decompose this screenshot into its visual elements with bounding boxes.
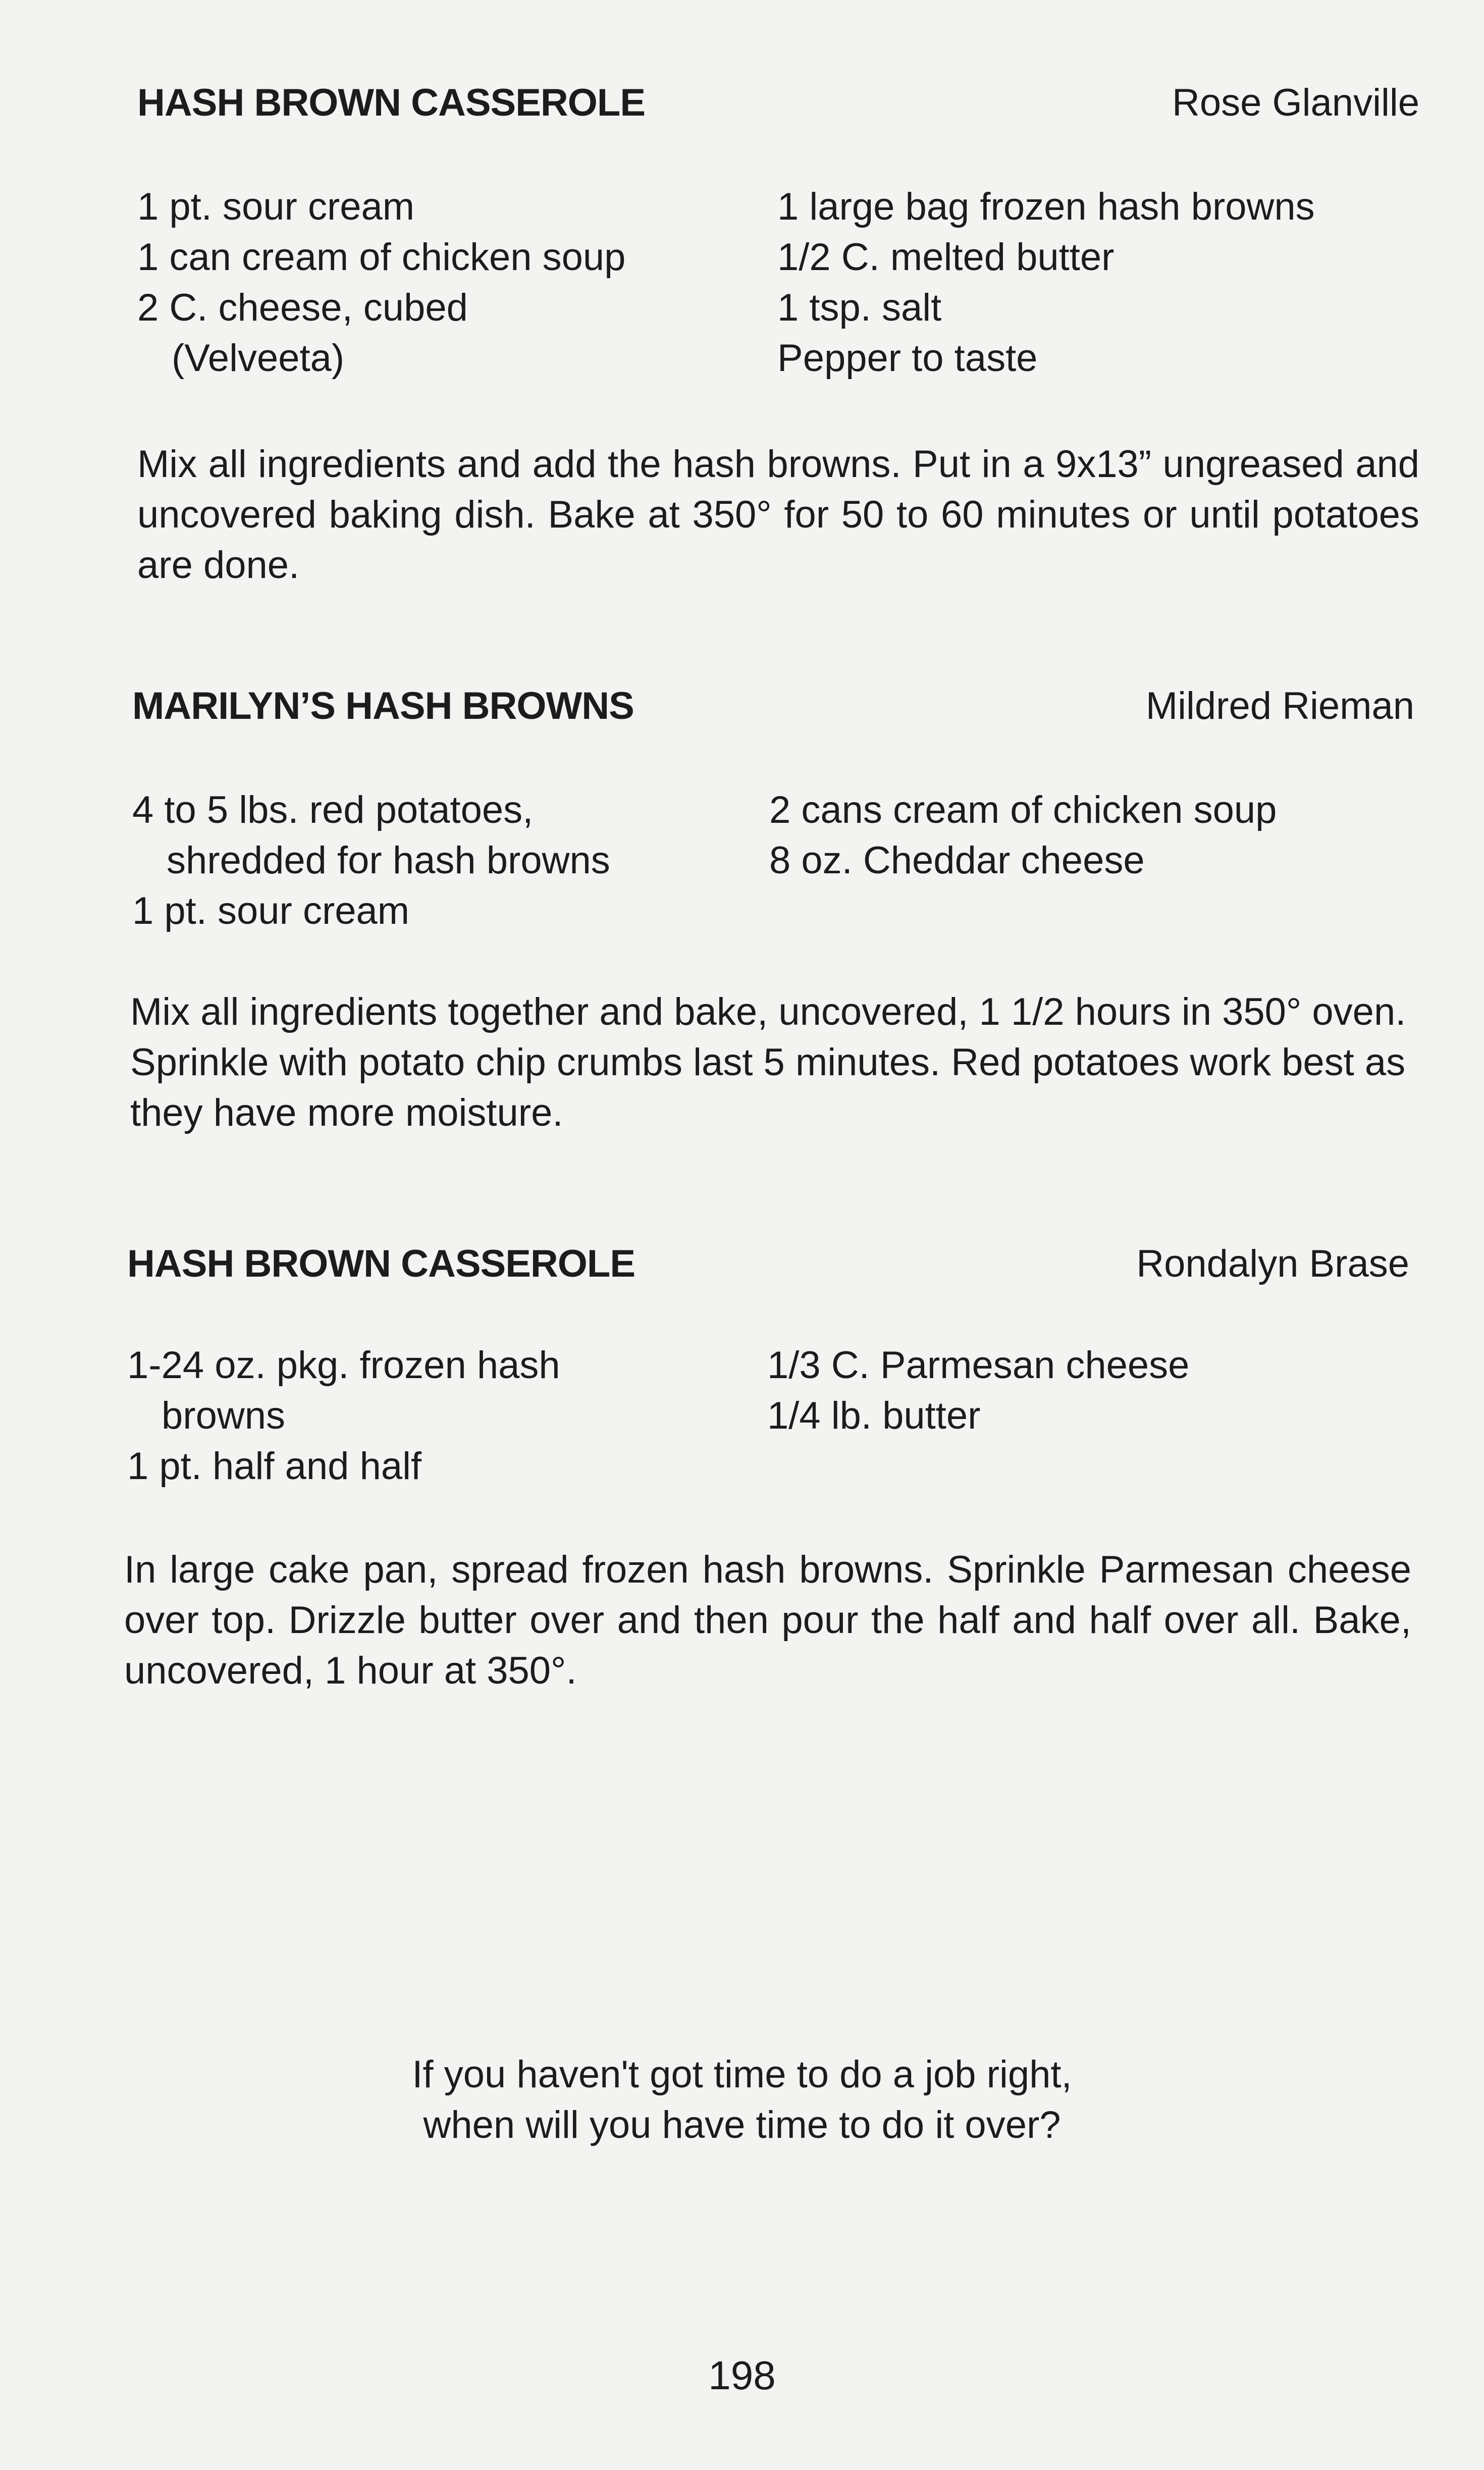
ingredient: 1/4 lb. butter (767, 1394, 981, 1437)
ingredient: 1-24 oz. pkg. frozen hash (127, 1344, 560, 1387)
recipe-title: HASH BROWN CASSEROLE (127, 1242, 635, 1285)
ingredients-right (769, 785, 1277, 886)
ingredient: 1 large bag frozen hash browns (777, 185, 1315, 228)
recipe-marilyns-hash-browns (132, 684, 1414, 1138)
recipe-author: Mildred Rieman (1145, 685, 1414, 727)
ingredients-left (132, 785, 610, 936)
recipe-title: MARILYN’S HASH BROWNS (132, 685, 634, 727)
ingredient: 1 tsp. salt (777, 286, 942, 329)
ingredient: 2 cans cream of chicken soup (769, 789, 1277, 831)
ingredient: (Velveeta) (172, 337, 345, 380)
ingredients-right (767, 1340, 1189, 1441)
quote-line: If you haven't got time to do a job right, (412, 2053, 1072, 2096)
ingredient: 8 oz. Cheddar cheese (769, 839, 1145, 882)
ingredient: 1 can cream of chicken soup (137, 236, 626, 279)
ingredient: Pepper to taste (777, 337, 1038, 380)
recipe-header (137, 81, 1419, 131)
recipe-header (132, 684, 1414, 734)
recipe-hash-brown-casserole-glanville (137, 81, 1419, 586)
ingredient: browns (162, 1394, 285, 1437)
ingredient: 1 pt. sour cream (137, 185, 415, 228)
recipe-title: HASH BROWN CASSEROLE (137, 81, 646, 124)
recipe-author: Rose Glanville (1172, 81, 1419, 124)
ingredient: 1/2 C. melted butter (777, 236, 1115, 279)
ingredients-left (137, 182, 625, 384)
ingredient: shredded for hash browns (167, 839, 610, 882)
ingredients-left (127, 1340, 560, 1492)
ingredient: 1 pt. sour cream (132, 889, 410, 932)
ingredient: 1 pt. half and half (127, 1445, 422, 1488)
recipe-instructions: Mix all ingredients and add the hash browns. Put in a 9x13” ungreased and uncovered baking dish. Bake at 350° for 50 to 60 minutes or until potatoes are done. (137, 443, 1419, 587)
ingredient: 1/3 C. Parmesan cheese (767, 1344, 1190, 1387)
page-number: 198 (708, 2353, 776, 2398)
quote-line: when will you have time to do it over? (423, 2104, 1061, 2146)
recipe-author: Rondalyn Brase (1136, 1242, 1409, 1285)
recipe-instructions: Mix all ingredients together and bake, uncovered, 1 1/2 hours in 350° oven. Sprinkle with potato chip crumbs last 5 minutes. Red potatoes work best as they have more moisture. (130, 990, 1406, 1134)
recipe-hash-brown-casserole-brase (124, 1242, 1411, 1696)
recipe-header (127, 1242, 1409, 1292)
ingredients-right (777, 182, 1315, 384)
ingredient: 4 to 5 lbs. red potatoes, (132, 789, 534, 831)
ingredient: 2 C. cheese, cubed (137, 286, 468, 329)
recipe-instructions: In large cake pan, spread frozen hash browns. Sprinkle Parmesan cheese over top. Drizzle butter over and then pour the half and half over all. Bake, uncovered, 1 hour at 350°. (124, 1548, 1411, 1692)
quote (0, 2049, 1484, 2150)
